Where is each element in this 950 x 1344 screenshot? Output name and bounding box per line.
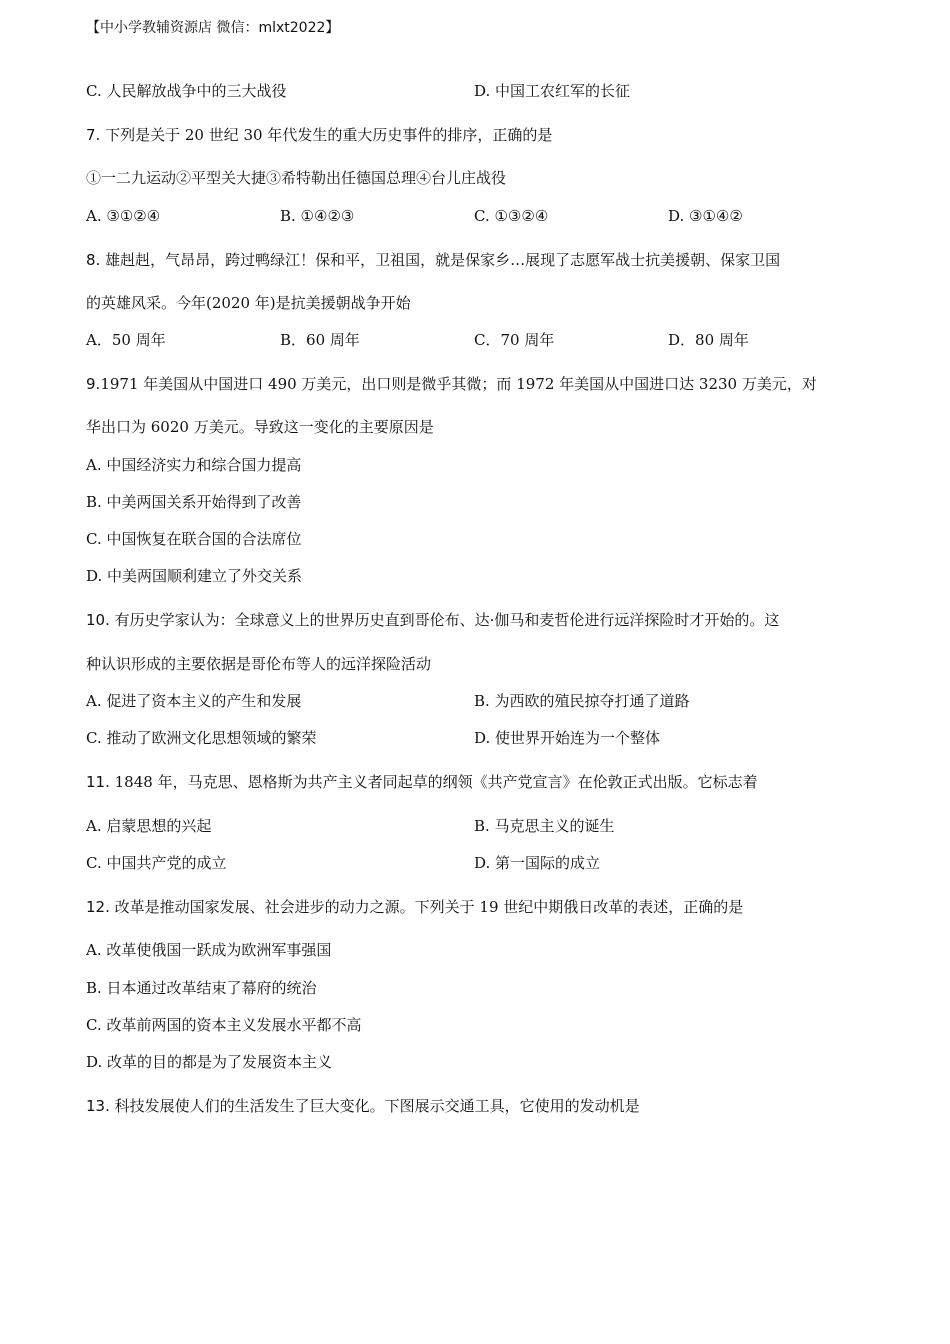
q8-stem-line1 — [86, 250, 780, 270]
q8-number: 8. — [86, 251, 101, 269]
q13-stem-text: 科技发展使人们的生活发生了巨大变化。下图展示交通工具，它使用的发动机是 — [114, 1097, 640, 1115]
q10-stem-line1 — [86, 610, 779, 630]
q11-stem-text: 1848 年，马克思、恩格斯为共产主义者同起草的纲领《共产党宣言》在伦敦正式出版。它标志着 — [114, 773, 758, 791]
q8-option-d: D．80 周年 — [668, 331, 749, 349]
q10-stem-line2: 种认识形成的主要依据是哥伦布等人的远洋探险活动 — [86, 655, 432, 673]
q10-option-a: A. 促进了资本主义的产生和发展 — [86, 692, 302, 710]
q11-number: 11. — [86, 773, 110, 791]
q6-option-c: C. 人民解放战争中的三大战役 — [86, 82, 287, 100]
q8-option-b: B．60 周年 — [280, 331, 360, 349]
q7-number: 7. — [86, 126, 101, 144]
q11-option-d: D. 第一国际的成立 — [474, 854, 601, 872]
q10-number: 10. — [86, 611, 110, 629]
q10-option-d: D. 使世界开始连为一个整体 — [474, 729, 661, 747]
q9-stem-line2: 华出口为 6020 万美元。导致这一变化的主要原因是 — [86, 418, 434, 436]
q9-option-c: C. 中国恢复在联合国的合法席位 — [86, 530, 302, 548]
q11-stem — [86, 772, 758, 792]
q10-option-c: C. 推动了欧洲文化思想领域的繁荣 — [86, 729, 317, 747]
q7-events: ①一二九运动②平型关大捷③希特勒出任德国总理④台儿庄战役 — [86, 169, 507, 187]
q9-option-a: A. 中国经济实力和综合国力提高 — [86, 456, 302, 474]
q7-option-c: C. ①③②④ — [474, 207, 549, 225]
q6-option-d: D. 中国工农红军的长征 — [474, 82, 631, 100]
q11-option-b: B. 马克思主义的诞生 — [474, 817, 615, 835]
q13-stem — [86, 1096, 640, 1116]
q11-option-c: C. 中国共产党的成立 — [86, 854, 227, 872]
q8-stem-text1: 雄赳赳，气昂昂，跨过鸭绿江！保和平，卫祖国，就是保家乡…展现了志愿军战士抗美援朝、保家卫国 — [105, 251, 781, 269]
q9-stem-text1: 1971 年美国从中国进口 490 万美元，出口则是微乎其微；而 1972 年美国从中国进口达 3230 万美元，对 — [100, 375, 817, 393]
page-header: 【中小学教辅资源店 微信：mlxt2022】 — [86, 20, 340, 36]
q11-option-a: A. 启蒙思想的兴起 — [86, 817, 212, 835]
q9-option-b: B. 中美两国关系开始得到了改善 — [86, 493, 302, 511]
q10-stem-text1: 有历史学家认为：全球意义上的世界历史直到哥伦布、达·伽马和麦哲伦进行远洋探险时才开始的。这 — [114, 611, 780, 629]
q8-option-a: A．50 周年 — [86, 331, 166, 349]
q8-stem-line2: 的英雄风采。今年(2020 年)是抗美援朝战争开始 — [86, 294, 411, 312]
q7-option-b: B. ①④②③ — [280, 207, 355, 225]
q12-stem-text: 改革是推动国家发展、社会进步的动力之源。下列关于 19 世纪中期俄日改革的表述，正确的是 — [114, 898, 744, 916]
q9-stem-line1 — [86, 374, 817, 394]
q13-number: 13. — [86, 1097, 110, 1115]
q12-option-b: B. 日本通过改革结束了幕府的统治 — [86, 979, 317, 997]
q12-option-d: D. 改革的目的都是为了发展资本主义 — [86, 1053, 333, 1071]
q12-option-c: C. 改革前两国的资本主义发展水平都不高 — [86, 1016, 362, 1034]
q12-option-a: A. 改革使俄国一跃成为欧洲军事强国 — [86, 941, 332, 959]
q8-option-c: C．70 周年 — [474, 331, 555, 349]
q7-option-a: A. ③①②④ — [86, 207, 161, 225]
q12-number: 12. — [86, 898, 110, 916]
q7-stem-text: 下列是关于 20 世纪 30 年代发生的重大历史事件的排序，正确的是 — [105, 126, 553, 144]
q9-option-d: D. 中美两国顺利建立了外交关系 — [86, 567, 303, 585]
q10-option-b: B. 为西欧的殖民掠夺打通了道路 — [474, 692, 690, 710]
q7-option-d: D. ③①④② — [668, 207, 743, 225]
q7-stem — [86, 125, 552, 145]
q12-stem — [86, 897, 743, 917]
q9-number: 9. — [86, 375, 101, 393]
